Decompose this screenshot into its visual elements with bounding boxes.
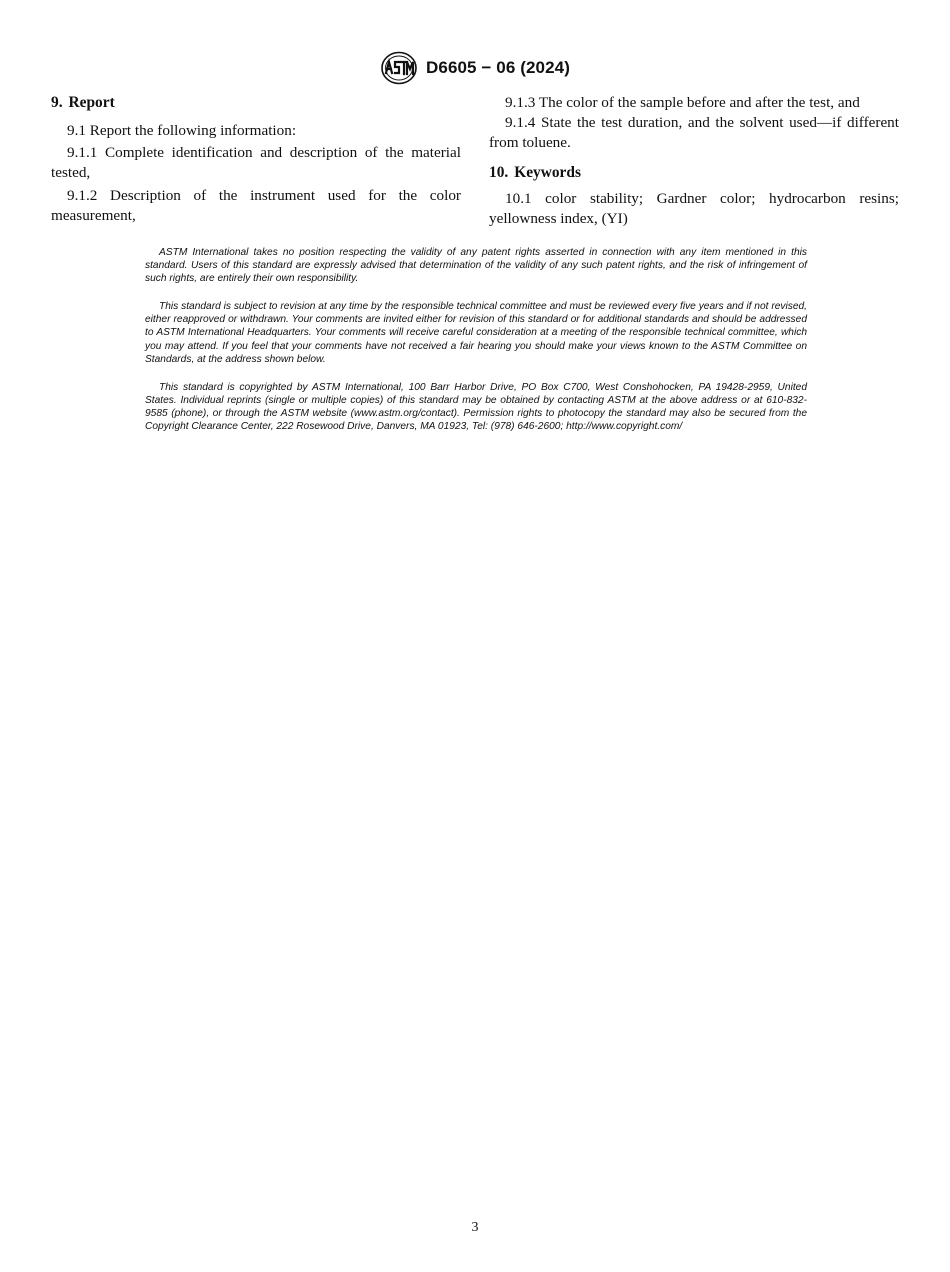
section-number: 9. <box>51 94 63 111</box>
section-title: Report <box>68 94 115 111</box>
revision-notice: This standard is subject to revision at any time by the responsible technical committee and must be reviewed every five years and if not revised, either reapproved or withdrawn. Your comments are invited either for revision of this standard or for additional standards and should be addressed to ASTM International Headquarters. Your comments will receive careful consideration at a meeting of the responsible technical committee, which you may attend. If you feel that your comments have not received a fair hearing you should make your views known to the ASTM Committee on Standards, at the address shown below. <box>145 301 807 365</box>
paragraph-9-1: 9.1 Report the following information: <box>67 122 297 139</box>
paragraph-9-1-1: 9.1.1 Complete identification and description of the material tested, <box>51 144 461 181</box>
section-heading-keywords <box>489 163 899 183</box>
astm-logo-icon <box>380 51 418 85</box>
section-title: Keywords <box>514 164 581 181</box>
paragraph-10-1: 10.1 color stability; Gardner color; hydrocarbon resins; yellowness index, (YI) <box>489 190 899 227</box>
standard-designation: D6605 − 06 (2024) <box>426 58 570 77</box>
patent-notice: ASTM International takes no position respecting the validity of any patent rights asserted in connection with any item mentioned in this standard. Users of this standard are expressly advised that determination of the validity of any such patent rights, and the risk of infringement of such rights, are entirely their own responsibility. <box>145 247 807 285</box>
right-column <box>489 93 899 229</box>
astm-notices <box>145 246 807 448</box>
page-number: 3 <box>471 1220 479 1235</box>
page-header <box>0 50 950 86</box>
section-heading-report <box>51 93 461 113</box>
left-column <box>51 93 461 226</box>
section-number: 10. <box>489 164 509 181</box>
paragraph-9-1-3: 9.1.3 The color of the sample before and after the test, and <box>505 94 860 111</box>
copyright-notice: This standard is copyrighted by ASTM International, 100 Barr Harbor Drive, PO Box C700, West Conshohocken, PA 19428-2959, United States. Individual reprints (single or multiple copies) of this standard may be obtained by contacting ASTM at the above address or at 610-832-9585 (phone), or through the ASTM website (www.astm.org/contact). Permission rights to photocopy the standard may also be secured from the Copyright Clearance Center, 222 Rosewood Drive, Danvers, MA 01923, Tel: (978) 646-2600; http://www.copyright.com/ <box>145 381 807 433</box>
paragraph-9-1-2: 9.1.2 Description of the instrument used for the color measurement, <box>51 187 461 224</box>
paragraph-9-1-4: 9.1.4 State the test duration, and the solvent used—if different from toluene. <box>489 114 899 151</box>
